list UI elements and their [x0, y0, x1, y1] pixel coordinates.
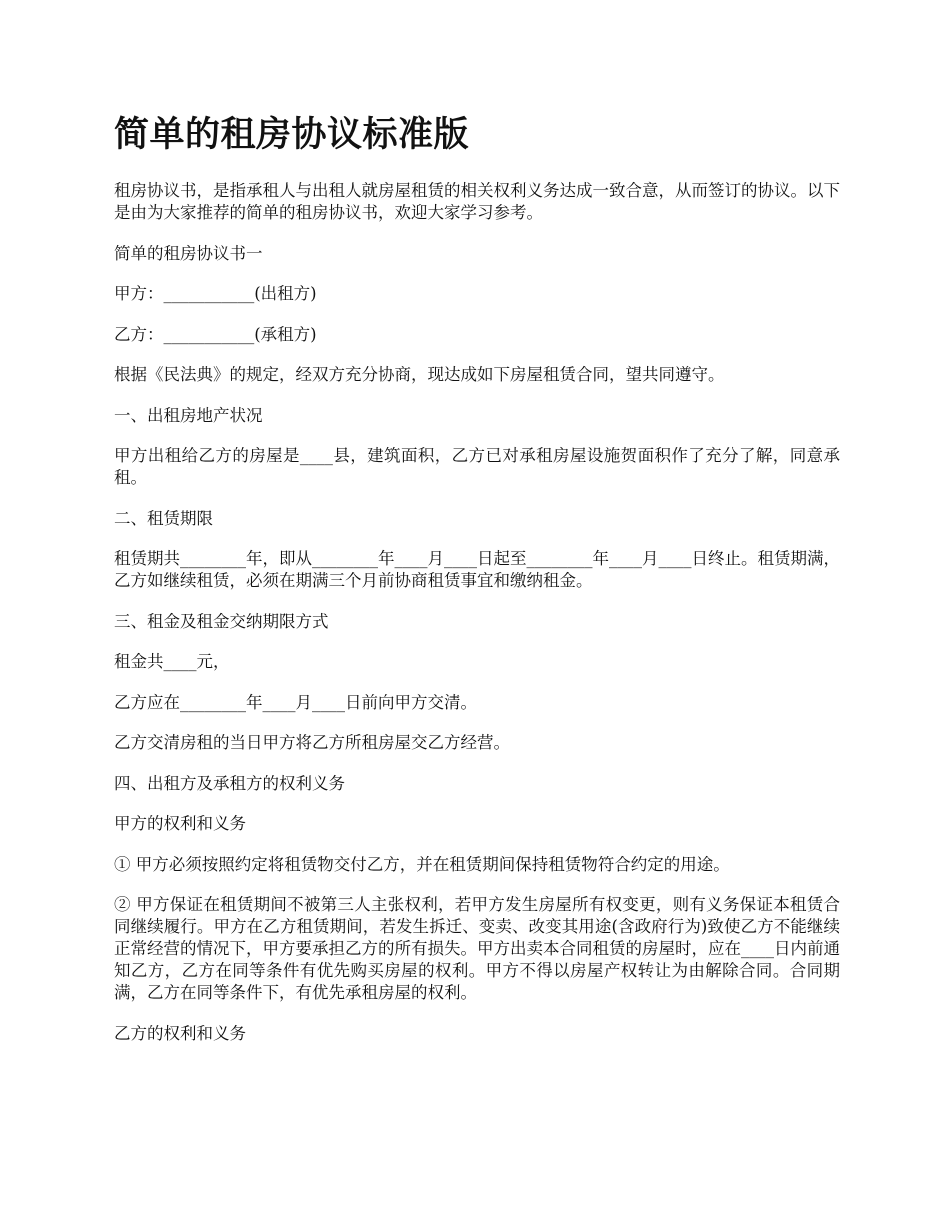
party-a-line: 甲方：___________(出租方) [114, 284, 317, 303]
rent-deadline-line: 乙方应在________年____月____日前向甲方交清。 [114, 692, 477, 712]
rent-amount-line: 租金共____元， [114, 652, 230, 671]
agreement-heading: 简单的租房协议书一 [114, 243, 263, 263]
document-body [114, 180, 840, 1063]
intro-paragraph: 租房协议书，是指承租人与出租人就房屋租赁的相关权利义务达成一致合意，从而签订的协议。以下是由为大家推荐的简单的租房协议书，欢迎大家学习参考。 [114, 181, 840, 222]
section-1-body: 甲方出租给乙方的房屋是____县，建筑面积，乙方已对承租房屋设施贺面积作了充分了解，同意承租。 [114, 446, 840, 487]
section-4-heading: 四、出租方及承租方的权利义务 [114, 773, 345, 793]
party-b-line: 乙方：___________(承租方) [114, 324, 317, 344]
section-3-heading: 三、租金及租金交纳期限方式 [114, 611, 329, 631]
party-b-rights-heading: 乙方的权利和义务 [114, 1023, 246, 1043]
legal-basis-paragraph: 根据《民法典》的规定，经双方充分协商，现达成如下房屋租赁合同，望共同遵守。 [114, 365, 725, 384]
party-a-obligation-2: ② 甲方保证在租赁期间不被第三人主张权利，若甲方发生房屋所有权变更，则有义务保证本租赁合同继续履行。甲方在乙方租赁期间，若发生拆迁、变卖、改变其用途(含政府行为)致使乙方不能继续正常经营的情况下，甲方要承担乙方的所有损失。甲方出卖本合同租赁的房屋时，应在____日内前通知乙方，乙方在同等条件有优先购买房屋的权利。甲方不得以房屋产权转让为由解除合同。合同期满，乙方在同等条件下，有优先承租房屋的权利。 [114, 895, 840, 1002]
section-1-heading: 一、出租房地产状况 [114, 405, 263, 425]
party-a-rights-heading: 甲方的权利和义务 [114, 814, 246, 833]
section-2-heading: 二、租赁期限 [114, 508, 213, 528]
party-a-obligation-1: ① 甲方必须按照约定将租赁物交付乙方，并在租赁期间保持租赁物符合约定的用途。 [114, 854, 730, 874]
document-title: 简单的租房协议标准版 [114, 115, 470, 155]
handover-line: 乙方交清房租的当日甲方将乙方所租房屋交乙方经营。 [114, 733, 510, 752]
section-2-body: 租赁期共________年，即从________年____月____日起至________年____月____日终止。租赁期满，乙方如继续租赁，必须在期满三个月前协商租赁事宜和缴纳租金。 [114, 549, 840, 590]
